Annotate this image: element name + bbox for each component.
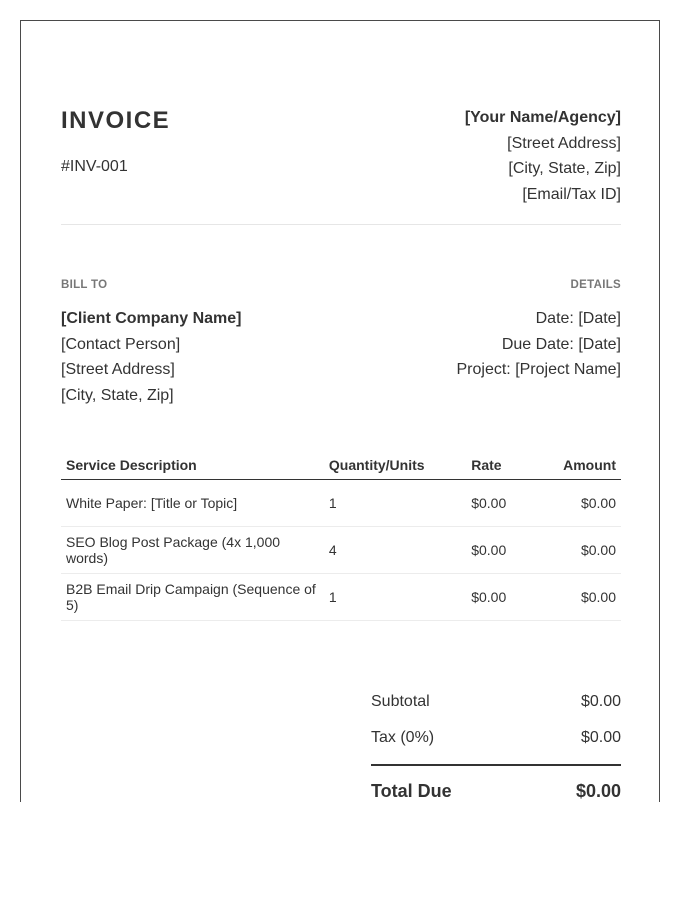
row-amount: $0.00 [533,480,621,527]
due-date: Due Date: [Date] [501,335,621,353]
client-company: [Client Company Name] [61,310,242,327]
sender-name: [Your Name/Agency] [464,109,621,126]
row-amount: $0.00 [533,574,621,621]
row-rate: $0.00 [466,527,533,574]
row-quantity: 1 [324,574,466,621]
subtotal-label: Subtotal [371,693,430,710]
row-description: B2B Email Drip Campaign (Sequence of 5) [61,574,324,621]
table-header-row [61,451,621,480]
row-quantity: 4 [324,527,466,574]
sender-city: [City, State, Zip] [508,160,621,177]
tax-label: Tax (0%) [371,729,435,746]
row-amount: $0.00 [533,527,621,574]
total-due-label: Total Due [371,781,452,801]
total-due-value: $0.00 [575,781,621,801]
sender-block [465,105,621,207]
project-name: Project: [Project Name] [456,361,621,378]
tax-value: $0.00 [580,729,621,746]
header-quantity: Quantity/Units [324,451,466,480]
details-label: DETAILS [570,279,621,291]
invoice-number: #INV-001 [61,158,128,175]
header-description: Service Description [61,451,324,480]
client-city: [City, State, Zip] [61,386,174,404]
sender-street: [Street Address] [507,134,621,152]
total-due-row [371,772,621,810]
details-block [457,278,622,383]
header-divider [61,224,621,225]
client-contact: [Contact Person] [61,335,181,353]
sender-email: [Email/Tax ID] [522,185,621,203]
table-row [61,480,621,527]
totals-block [371,684,621,810]
row-rate: $0.00 [466,480,533,527]
line-items-table [61,451,621,621]
row-description: White Paper: [Title or Topic] [61,480,324,527]
bill-to-block [61,278,241,408]
row-quantity: 1 [324,480,466,527]
table-row [61,574,621,621]
tax-row [371,720,621,756]
invoice-page [20,20,660,802]
invoice-title: INVOICE [61,107,171,134]
table-row [61,527,621,574]
row-rate: $0.00 [466,574,533,621]
invoice-date: Date: [Date] [535,310,621,327]
bill-to-label: BILL TO [61,279,108,291]
subtotal-value: $0.00 [580,693,621,710]
header-rate: Rate [466,451,533,480]
row-description: SEO Blog Post Package (4x 1,000 words) [61,527,324,574]
client-street: [Street Address] [61,361,175,378]
subtotal-row [371,684,621,720]
header-amount: Amount [533,451,621,480]
totals-divider [371,764,621,766]
